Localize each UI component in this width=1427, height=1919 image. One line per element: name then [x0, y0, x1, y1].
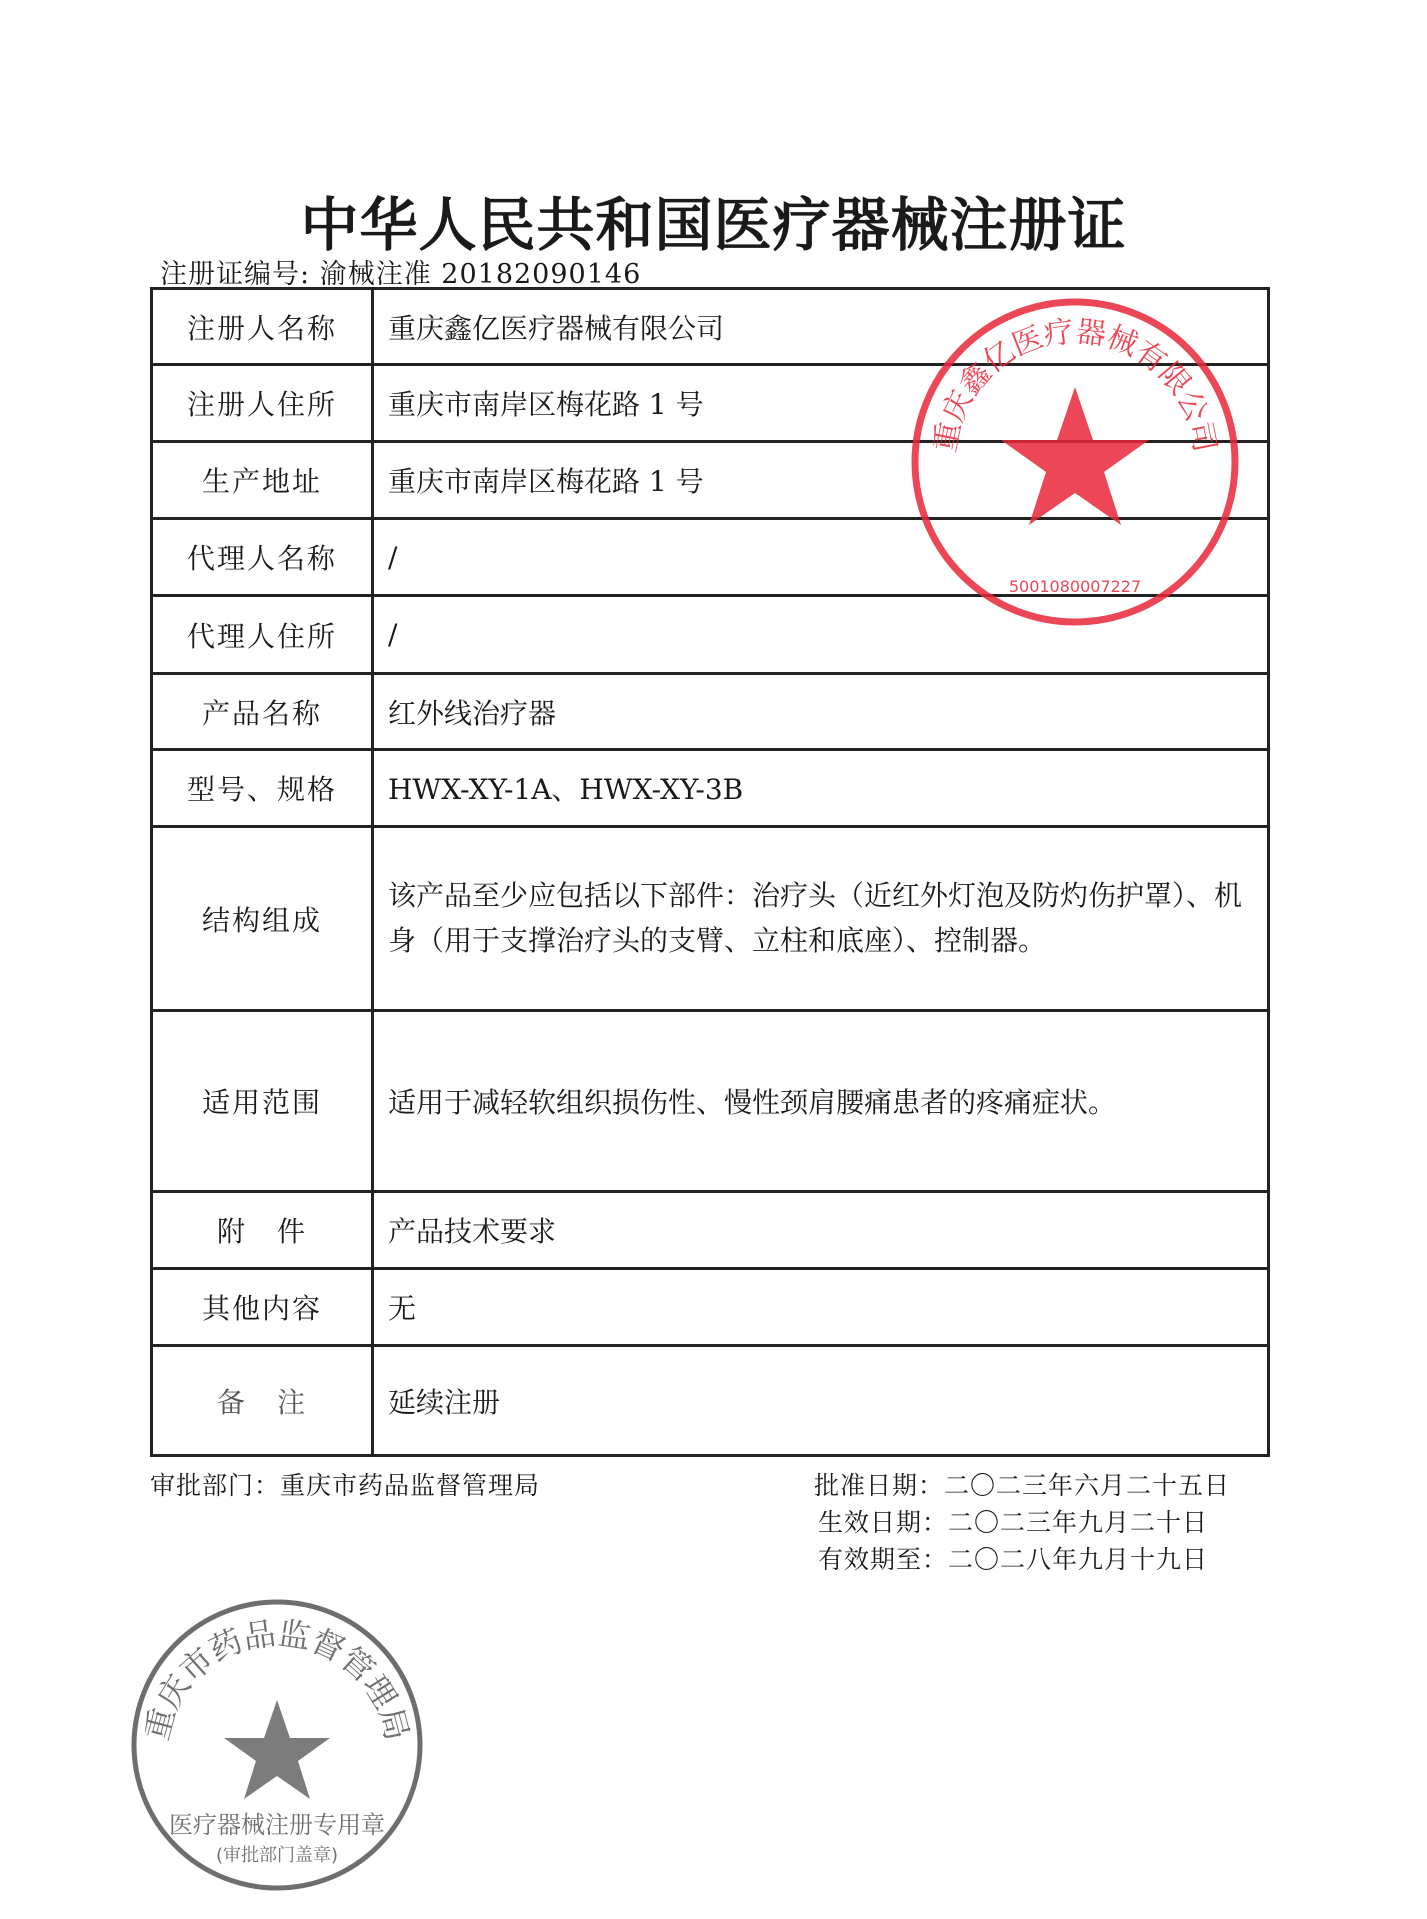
row-value-cell — [373, 596, 1269, 674]
row-label-cell — [152, 596, 373, 674]
star-icon — [224, 1700, 330, 1799]
row-label: 其他内容 — [201, 1292, 322, 1325]
approval-date: 批准日期：二〇二三年六月二十五日 — [814, 1471, 1231, 1500]
row-value: 重庆市南岸区梅花路 1 号 — [388, 388, 704, 421]
table-row — [152, 1192, 1269, 1269]
row-label-cell — [152, 1192, 373, 1269]
seal-agency-bottom: 医疗器械注册专用章 — [169, 1811, 385, 1839]
row-label: 注册人住所 — [186, 388, 337, 421]
certificate-table — [150, 287, 1270, 1457]
row-label-cell — [152, 827, 373, 1011]
row-label: 型号、规格 — [186, 773, 337, 806]
row-label: 附 件 — [216, 1215, 307, 1248]
row-value-cell — [373, 442, 1269, 519]
row-label: 结构组成 — [201, 903, 322, 937]
row-label-cell — [152, 519, 373, 596]
row-label: 生产地址 — [201, 465, 322, 498]
row-value: 重庆鑫亿医疗器械有限公司 — [388, 311, 725, 345]
row-value: 重庆市南岸区梅花路 1 号 — [388, 465, 704, 498]
table-row — [152, 827, 1269, 1011]
row-label: 注册人名称 — [186, 311, 337, 345]
table-row — [152, 442, 1269, 519]
table-row — [152, 750, 1269, 827]
row-label: 适用范围 — [201, 1086, 322, 1119]
table-row — [152, 1011, 1269, 1192]
row-label-cell — [152, 442, 373, 519]
row-label: 备 注 — [216, 1385, 307, 1419]
row-value-cell — [373, 1192, 1269, 1269]
registration-number-label: 注册证编号: — [160, 259, 311, 290]
approval-department: 审批部门：重庆市药品监督管理局 — [150, 1471, 541, 1500]
row-value-cell — [373, 365, 1269, 442]
row-value: / — [388, 540, 398, 574]
row-value-cell — [373, 750, 1269, 827]
row-label-cell — [152, 1269, 373, 1346]
row-value-cell — [373, 827, 1269, 1011]
row-value: HWX-XY-1A、HWX-XY-3B — [388, 773, 744, 806]
table-row — [152, 674, 1269, 750]
expiry-date: 有效期至：二〇二八年九月十九日 — [818, 1545, 1209, 1574]
row-label: 代理人名称 — [186, 542, 337, 575]
row-label: 代理人住所 — [186, 619, 337, 653]
row-value: / — [388, 618, 398, 651]
row-value-cell — [373, 1269, 1269, 1346]
seal-agency-name: 重庆市药品监督管理局 — [137, 1614, 417, 1745]
row-value: 该产品至少应包括以下部件：治疗头（近红外灯泡及防灼伤护罩）、机身（用于支撑治疗头的支臂、立柱和底座）、控制器。 — [388, 878, 1243, 957]
row-value: 产品技术要求 — [388, 1215, 557, 1248]
row-label-cell — [152, 289, 373, 365]
row-value: 红外线治疗器 — [388, 696, 557, 730]
row-value-cell — [373, 519, 1269, 596]
row-value: 适用于减轻软组织损伤性、慢性颈肩腰痛患者的疼痛症状。 — [388, 1086, 1117, 1119]
effective-date: 生效日期：二〇二三年九月二十日 — [818, 1508, 1209, 1537]
table-row — [152, 289, 1269, 365]
row-label-cell — [152, 365, 373, 442]
table-row — [152, 1346, 1269, 1456]
row-label-cell — [152, 1011, 373, 1192]
registration-number — [160, 252, 641, 291]
row-value: 无 — [388, 1292, 417, 1325]
seal-agency-note: (审批部门盖章) — [215, 1845, 339, 1866]
row-value-cell — [373, 1346, 1269, 1456]
row-label-cell — [152, 674, 373, 750]
row-value-cell — [373, 289, 1269, 365]
row-value-cell — [373, 674, 1269, 750]
table-row — [152, 1269, 1269, 1346]
row-label-cell — [152, 1346, 373, 1456]
agency-seal — [127, 1595, 427, 1895]
seal-company-name: 重庆鑫亿医疗器械有限公司 — [927, 314, 1223, 456]
row-label-cell — [152, 750, 373, 827]
seal-company-code: 5001080007227 — [1008, 577, 1142, 596]
table-row — [152, 365, 1269, 442]
document-title: 中华人民共和国医疗器械注册证 — [300, 191, 1127, 259]
row-label: 产品名称 — [201, 696, 322, 730]
row-value-cell — [373, 1011, 1269, 1192]
table-row — [152, 596, 1269, 674]
registration-number-value: 渝械注准 20182090146 — [319, 259, 642, 290]
row-value: 延续注册 — [388, 1385, 501, 1419]
svg-text:重庆市药品监督管理局 — [138, 1614, 417, 1744]
table-row — [152, 519, 1269, 596]
